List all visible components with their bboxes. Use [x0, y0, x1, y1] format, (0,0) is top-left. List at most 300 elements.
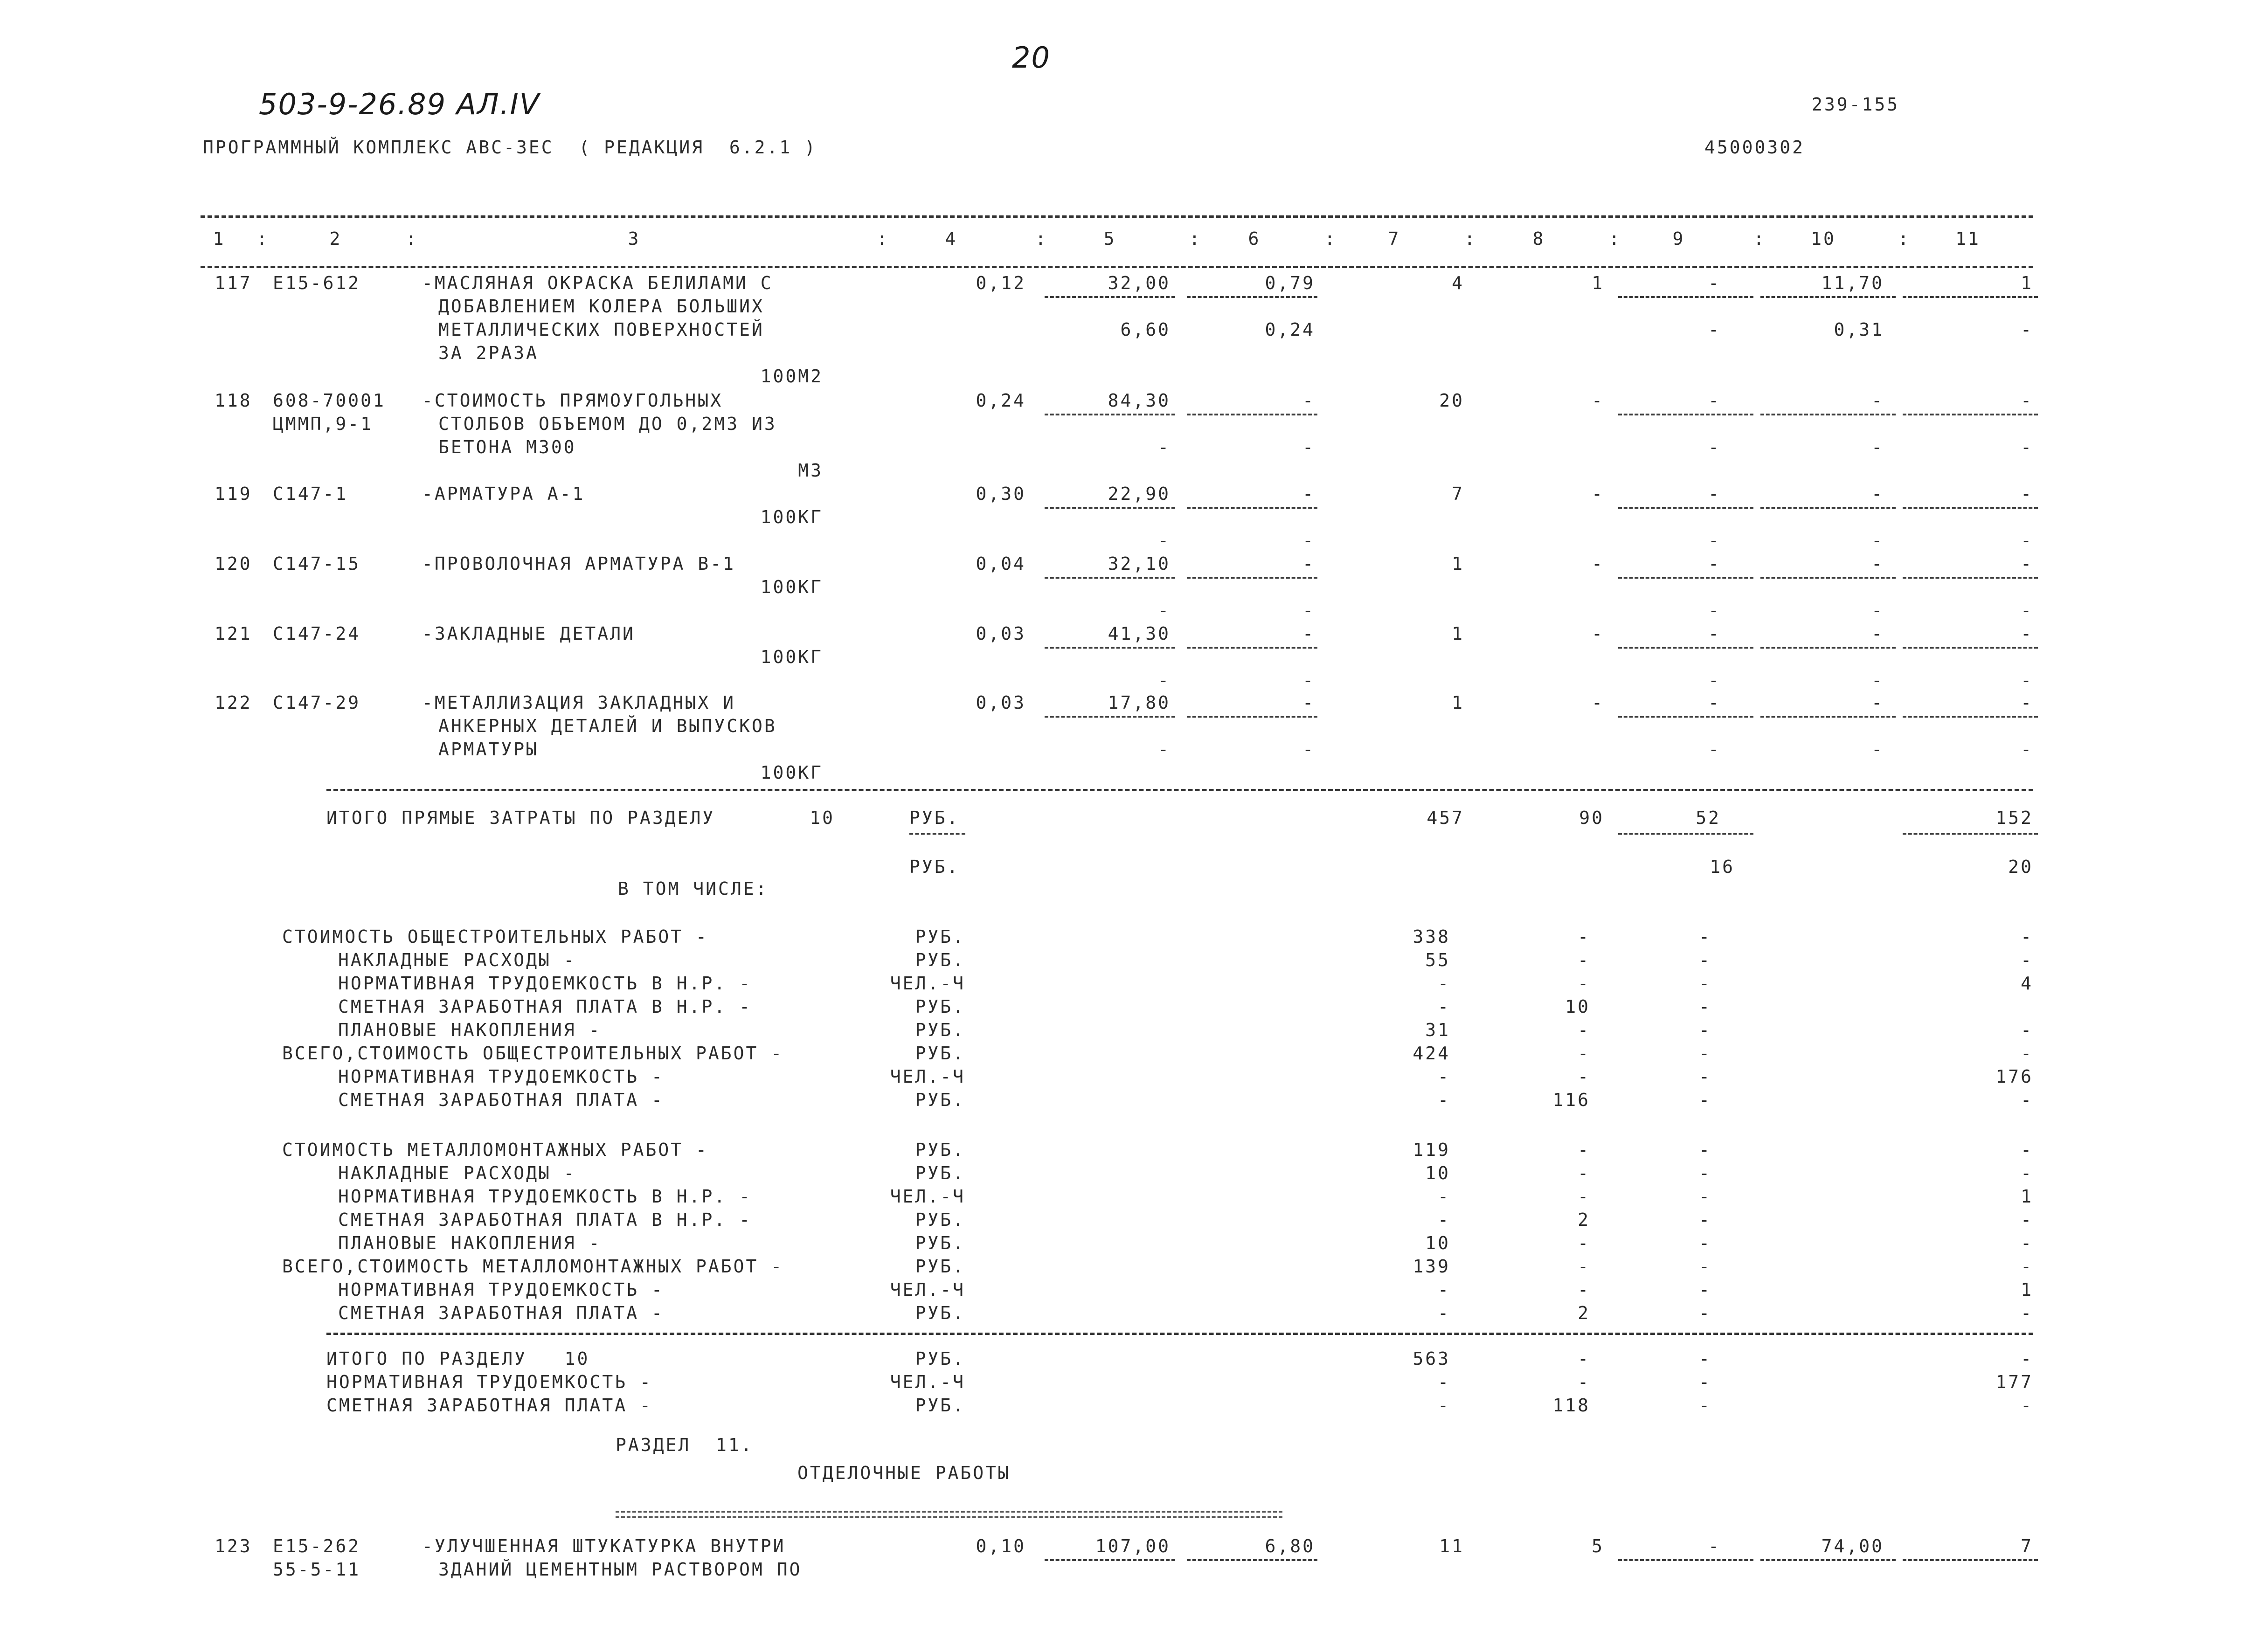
summary-unit: ЧЕЛ.-Ч: [890, 1279, 965, 1300]
rate-code-extra: 55-5-11: [273, 1559, 361, 1580]
summary-c8: -: [1578, 1163, 1590, 1183]
subcell-s5: -: [1158, 739, 1171, 760]
column-separator: :: [406, 228, 418, 249]
column-header-2: 2: [329, 228, 342, 249]
summary-label: ПЛАНОВЫЕ НАКОПЛЕНИЯ -: [338, 1233, 602, 1253]
cell-c5: 22,90: [1108, 484, 1171, 504]
summary-c7: 338: [1413, 926, 1450, 947]
summary-c7: 55: [1425, 950, 1450, 970]
cell-c7: 4: [1452, 273, 1464, 293]
item-description: МЕТАЛЛИЧЕСКИХ ПОВЕРХНОСТЕЙ: [438, 319, 764, 340]
cell-c10: -: [1871, 553, 1884, 574]
section-total-c11: -: [2021, 1395, 2033, 1416]
cell-c6: -: [1302, 390, 1315, 411]
item-description: АРМАТУРЫ: [438, 739, 539, 760]
summary-c9: -: [1699, 1140, 1711, 1160]
summary-c11: -: [2021, 1256, 2033, 1277]
summary-c11: -: [2021, 950, 2033, 970]
summary-c7: -: [1438, 1303, 1450, 1323]
subcell-s10: -: [1871, 670, 1884, 691]
section-total-label: ИТОГО ПО РАЗДЕЛУ 10: [326, 1348, 590, 1369]
column-separator: :: [1035, 228, 1048, 249]
subcell-s10: -: [1871, 530, 1884, 551]
direct-total-s9: 16: [1710, 857, 1735, 877]
cell-c7: 1: [1452, 692, 1464, 713]
subcell-s11: -: [2021, 600, 2033, 621]
summary-c11: 4: [2021, 973, 2033, 994]
cell-c11: -: [2021, 390, 2033, 411]
cell-underline: [1618, 414, 1753, 415]
summary-label: ВСЕГО,СТОИМОСТЬ ОБЩЕСТРОИТЕЛЬНЫХ РАБОТ -: [282, 1043, 784, 1064]
row-number: 122: [215, 692, 252, 713]
summary-unit: РУБ.: [915, 1303, 965, 1323]
summary-unit: РУБ.: [915, 1020, 965, 1040]
summary-c9: -: [1699, 1256, 1711, 1277]
cell-c8: 1: [1592, 273, 1604, 293]
section-total-c9: -: [1699, 1348, 1711, 1369]
summary-c8: 2: [1578, 1303, 1590, 1323]
summary-c8: -: [1578, 1279, 1590, 1300]
section-total-c11: 177: [1995, 1372, 2033, 1392]
item-unit: М3: [798, 460, 823, 481]
section-total-unit: РУБ.: [915, 1348, 965, 1369]
subcell-s9: -: [1708, 319, 1721, 340]
subcell-s10: -: [1871, 739, 1884, 760]
cell-c6: -: [1302, 692, 1315, 713]
summary-label: СМЕТНАЯ ЗАРАБОТНАЯ ПЛАТА -: [338, 1303, 664, 1323]
cell-c6: 0,79: [1265, 273, 1315, 293]
summary-label: ПЛАНОВЫЕ НАКОПЛЕНИЯ -: [338, 1020, 602, 1040]
summary-unit: ЧЕЛ.-Ч: [890, 1186, 965, 1207]
cell-underline: [1045, 647, 1175, 649]
summary-c11: -: [2021, 1210, 2033, 1230]
subcell-s9: -: [1708, 670, 1721, 691]
summary-c9: -: [1699, 1020, 1711, 1040]
summary-c8: -: [1578, 1140, 1590, 1160]
direct-total-unit: РУБ.: [909, 808, 960, 828]
summary-label: СМЕТНАЯ ЗАРАБОТНАЯ ПЛАТА -: [338, 1090, 664, 1110]
cell-underline: [1045, 414, 1175, 415]
item-unit: 100КГ: [760, 507, 823, 527]
summary-unit: ЧЕЛ.-Ч: [890, 1066, 965, 1087]
rate-code: 608-70001: [273, 390, 386, 411]
summary-c9: -: [1699, 926, 1711, 947]
summary-c11: 1: [2021, 1186, 2033, 1207]
cell-c9: -: [1708, 623, 1721, 644]
row-number: 120: [215, 553, 252, 574]
summary-c9: -: [1699, 1090, 1711, 1110]
summary-c11: -: [2021, 1303, 2033, 1323]
summary-c7: 139: [1413, 1256, 1450, 1277]
cell-c10: -: [1871, 692, 1884, 713]
summary-label: НОРМАТИВНАЯ ТРУДОЕМКОСТЬ В Н.Р. -: [338, 973, 752, 994]
subcell-s10: -: [1871, 437, 1884, 457]
cell-underline: [1618, 647, 1753, 649]
summary-unit: РУБ.: [915, 1140, 965, 1160]
summary-c9: -: [1699, 1186, 1711, 1207]
cell-c6: -: [1302, 484, 1315, 504]
summary-c7: 10: [1425, 1163, 1450, 1183]
page-number: 20: [1012, 41, 1051, 75]
cell-c5: 17,80: [1108, 692, 1171, 713]
cell-underline: [1045, 507, 1175, 509]
including-label: В ТОМ ЧИСЛЕ:: [618, 878, 769, 899]
summary-c9: -: [1699, 950, 1711, 970]
summary-label: СТОИМОСТЬ ОБЩЕСТРОИТЕЛЬНЫХ РАБОТ -: [282, 926, 708, 947]
rate-code: С147-1: [273, 484, 348, 504]
totals-rule: [326, 789, 2033, 791]
cell-c10: -: [1871, 623, 1884, 644]
cell-underline: [1187, 507, 1317, 509]
item-description: СТОЛБОВ ОБЪЕМОМ ДО 0,2М3 ИЗ: [438, 414, 777, 434]
cell-c9: -: [1708, 1536, 1721, 1556]
summary-c11: -: [2021, 1140, 2033, 1160]
cell-c11: -: [2021, 623, 2033, 644]
cell-c11: 1: [2021, 273, 2033, 293]
subcell-s11: -: [2021, 319, 2033, 340]
summary-c7: 31: [1425, 1020, 1450, 1040]
cell-c7: 1: [1452, 553, 1464, 574]
column-header-1: 1: [213, 228, 226, 249]
summary-unit: РУБ.: [915, 1210, 965, 1230]
item-description: ЗА 2РАЗА: [438, 343, 539, 363]
item-description: АНКЕРНЫХ ДЕТАЛЕЙ И ВЫПУСКОВ: [438, 716, 777, 736]
summary-unit: РУБ.: [915, 1233, 965, 1253]
cell-c6: 6,80: [1265, 1536, 1315, 1556]
section-total-c8: -: [1578, 1348, 1590, 1369]
section-total-c8: -: [1578, 1372, 1590, 1392]
subcell-s5: -: [1158, 600, 1171, 621]
summary-c9: -: [1699, 973, 1711, 994]
header-rule-top: [201, 215, 2033, 218]
cell-underline: [1618, 1559, 1753, 1561]
cell-underline: [1903, 647, 2038, 649]
cell-underline: [1903, 1559, 2038, 1561]
subcell-s6: -: [1302, 530, 1315, 551]
cell-c8: -: [1592, 484, 1604, 504]
summary-unit: РУБ.: [915, 1163, 965, 1183]
subcell-s5: -: [1158, 670, 1171, 691]
rate-code: Е15-612: [273, 273, 361, 293]
row-number: 119: [215, 484, 252, 504]
cell-underline: [1903, 577, 2038, 579]
cell-c7: 11: [1439, 1536, 1464, 1556]
cell-qty: 0,24: [976, 390, 1026, 411]
cell-c7: 20: [1439, 390, 1464, 411]
row-number: 117: [215, 273, 252, 293]
cell-underline: [1903, 833, 2038, 835]
summary-c8: -: [1578, 1233, 1590, 1253]
cell-c11: -: [2021, 484, 2033, 504]
section-total-unit: РУБ.: [915, 1395, 965, 1416]
rate-code: С147-24: [273, 623, 361, 644]
column-header-11: 11: [1955, 228, 1981, 249]
cell-c10: -: [1871, 390, 1884, 411]
cell-underline: [1618, 507, 1753, 509]
cell-c8: -: [1592, 623, 1604, 644]
cell-qty: 0,12: [976, 273, 1026, 293]
column-header-5: 5: [1103, 228, 1116, 249]
direct-total-c9: 52: [1696, 808, 1721, 828]
rate-code: С147-29: [273, 692, 361, 713]
document-id: 45000302: [1704, 137, 1805, 158]
item-description: -СТОИМОСТЬ ПРЯМОУГОЛЬНЫХ: [422, 390, 723, 411]
cell-c11: -: [2021, 553, 2033, 574]
section-total-unit: ЧЕЛ.-Ч: [890, 1372, 965, 1392]
subcell-s6: -: [1302, 739, 1315, 760]
section-total-label: НОРМАТИВНАЯ ТРУДОЕМКОСТЬ -: [326, 1372, 652, 1392]
cell-underline: [1045, 296, 1175, 298]
cell-underline: [1760, 296, 1896, 298]
section-total-c7: -: [1438, 1395, 1450, 1416]
cell-c10: 11,70: [1821, 273, 1884, 293]
column-header-8: 8: [1532, 228, 1545, 249]
cell-underline: [1760, 1559, 1896, 1561]
summary-c8: -: [1578, 973, 1590, 994]
rate-code: С147-15: [273, 553, 361, 574]
summary-label: СТОИМОСТЬ МЕТАЛЛОМОНТАЖНЫХ РАБОТ -: [282, 1140, 708, 1160]
cell-underline: [1045, 577, 1175, 579]
cell-c5: 41,30: [1108, 623, 1171, 644]
column-separator: :: [256, 228, 269, 249]
row-number: 123: [215, 1536, 252, 1556]
summary-c8: -: [1578, 1043, 1590, 1064]
cell-qty: 0,03: [976, 623, 1026, 644]
cell-c5: 84,30: [1108, 390, 1171, 411]
column-separator: :: [1324, 228, 1337, 249]
section-11-title: ОТДЕЛОЧНЫЕ РАБОТЫ: [797, 1463, 1011, 1483]
subcell-s9: -: [1708, 739, 1721, 760]
item-description: -МАСЛЯНАЯ ОКРАСКА БЕЛИЛАМИ С: [422, 273, 773, 293]
cell-underline: [1760, 414, 1896, 415]
cell-c10: 74,00: [1821, 1536, 1884, 1556]
summary-c8: 10: [1565, 996, 1590, 1017]
direct-total-section: 10: [810, 808, 835, 828]
cell-qty: 0,03: [976, 692, 1026, 713]
item-description: -АРМАТУРА А-1: [422, 484, 585, 504]
column-separator: :: [1464, 228, 1477, 249]
cell-c5: 107,00: [1095, 1536, 1171, 1556]
cell-c5: 32,10: [1108, 553, 1171, 574]
subcell-s6: -: [1302, 670, 1315, 691]
column-separator: :: [877, 228, 889, 249]
summary-c7: -: [1438, 1210, 1450, 1230]
item-description: ЗДАНИЙ ЦЕМЕНТНЫМ РАСТВОРОМ ПО: [438, 1559, 802, 1580]
column-header-3: 3: [628, 228, 641, 249]
summary-unit: РУБ.: [915, 926, 965, 947]
cell-c7: 7: [1452, 484, 1464, 504]
summary-label: СМЕТНАЯ ЗАРАБОТНАЯ ПЛАТА В Н.Р. -: [338, 996, 752, 1017]
subcell-s6: -: [1302, 600, 1315, 621]
summary-c8: 116: [1552, 1090, 1590, 1110]
summary-c11: -: [2021, 1163, 2033, 1183]
subcell-s11: -: [2021, 437, 2033, 457]
subcell-s11: -: [2021, 530, 2033, 551]
summary-c11: 176: [1995, 1066, 2033, 1087]
direct-total-unit-2: РУБ.: [909, 857, 960, 877]
subcell-s10: 0,31: [1834, 319, 1884, 340]
cell-underline: [1618, 716, 1753, 718]
cell-c9: -: [1708, 273, 1721, 293]
cell-c5: 32,00: [1108, 273, 1171, 293]
summary-label: НАКЛАДНЫЕ РАСХОДЫ -: [338, 1163, 576, 1183]
cell-underline: [1187, 716, 1317, 718]
section-total-label: СМЕТНАЯ ЗАРАБОТНАЯ ПЛАТА -: [326, 1395, 652, 1416]
sheet-reference: 239-155: [1812, 94, 1900, 115]
cell-underline: [1045, 1559, 1175, 1561]
summary-c9: -: [1699, 1279, 1711, 1300]
summary-c8: -: [1578, 950, 1590, 970]
cell-underline: [1760, 716, 1896, 718]
cell-underline: [1903, 716, 2038, 718]
cell-underline: [1187, 647, 1317, 649]
summary-c11: 1: [2021, 1279, 2033, 1300]
summary-c11: -: [2021, 1020, 2033, 1040]
item-description: БЕТОНА М300: [438, 437, 576, 457]
row-number: 121: [215, 623, 252, 644]
summary-c7: -: [1438, 1090, 1450, 1110]
summary-c9: -: [1699, 1233, 1711, 1253]
cell-c9: -: [1708, 692, 1721, 713]
cell-underline: [1618, 296, 1753, 298]
cell-qty: 0,30: [976, 484, 1026, 504]
cell-underline: [1187, 577, 1317, 579]
cell-underline: [1187, 1559, 1317, 1561]
section-total-c9: -: [1699, 1372, 1711, 1392]
unit-underline: [909, 833, 965, 835]
cell-underline: [1760, 507, 1896, 509]
subcell-s9: -: [1708, 530, 1721, 551]
summary-c8: 2: [1578, 1210, 1590, 1230]
cell-underline: [1187, 414, 1317, 415]
summary-c11: -: [2021, 1043, 2033, 1064]
summary-unit: РУБ.: [915, 1256, 965, 1277]
column-header-9: 9: [1672, 228, 1685, 249]
item-description: -ПРОВОЛОЧНАЯ АРМАТУРА В-1: [422, 553, 735, 574]
section-total-c8: 118: [1552, 1395, 1590, 1416]
cell-underline: [1903, 414, 2038, 415]
summary-unit: РУБ.: [915, 996, 965, 1017]
summary-label: НОРМАТИВНАЯ ТРУДОЕМКОСТЬ В Н.Р. -: [338, 1186, 752, 1207]
section-total-c11: -: [2021, 1348, 2033, 1369]
summary-c8: -: [1578, 1066, 1590, 1087]
cell-c8: -: [1592, 692, 1604, 713]
cell-underline: [1903, 296, 2038, 298]
summary-label: НОРМАТИВНАЯ ТРУДОЕМКОСТЬ -: [338, 1066, 664, 1087]
subcell-s10: -: [1871, 600, 1884, 621]
direct-total-c11: 152: [1995, 808, 2033, 828]
cell-c11: 7: [2021, 1536, 2033, 1556]
item-unit: 100КГ: [760, 762, 823, 783]
cell-qty: 0,10: [976, 1536, 1026, 1556]
cell-c9: -: [1708, 484, 1721, 504]
rate-code-extra: ЦММП,9-1: [273, 414, 374, 434]
summary-c7: -: [1438, 973, 1450, 994]
summary-c7: 119: [1413, 1140, 1450, 1160]
row-number: 118: [215, 390, 252, 411]
rate-code: Е15-262: [273, 1536, 361, 1556]
column-header-7: 7: [1388, 228, 1401, 249]
cell-c10: -: [1871, 484, 1884, 504]
summary-label: НОРМАТИВНАЯ ТРУДОЕМКОСТЬ -: [338, 1279, 664, 1300]
cell-c8: -: [1592, 553, 1604, 574]
direct-total-c8: 90: [1579, 808, 1604, 828]
summary-label: ВСЕГО,СТОИМОСТЬ МЕТАЛЛОМОНТАЖНЫХ РАБОТ -: [282, 1256, 784, 1277]
direct-total-c7: 457: [1427, 808, 1464, 828]
cell-underline: [1903, 507, 2038, 509]
direct-total-s11: 20: [2008, 857, 2033, 877]
section-total-rule: [326, 1333, 2033, 1335]
cell-qty: 0,04: [976, 553, 1026, 574]
subcell-s9: -: [1708, 600, 1721, 621]
section-total-c9: -: [1699, 1395, 1711, 1416]
cell-underline: [1618, 833, 1753, 835]
item-description: -ЗАКЛАДНЫЕ ДЕТАЛИ: [422, 623, 635, 644]
summary-unit: РУБ.: [915, 1090, 965, 1110]
cell-c6: -: [1302, 623, 1315, 644]
summary-c8: -: [1578, 1186, 1590, 1207]
section-title-double-rule: [616, 1511, 1282, 1513]
cell-c9: -: [1708, 553, 1721, 574]
cell-c8: -: [1592, 390, 1604, 411]
summary-c11: -: [2021, 1233, 2033, 1253]
summary-unit: РУБ.: [915, 950, 965, 970]
subcell-s5: -: [1158, 530, 1171, 551]
subcell-s6: -: [1302, 437, 1315, 457]
summary-c7: -: [1438, 996, 1450, 1017]
cell-underline: [1618, 577, 1753, 579]
column-header-4: 4: [945, 228, 958, 249]
item-description: ДОБАВЛЕНИЕМ КОЛЕРА БОЛЬШИХ: [438, 296, 764, 317]
document-code: 503-9-26.89 АЛ.IV: [259, 87, 540, 121]
cell-c6: -: [1302, 553, 1315, 574]
cell-underline: [1045, 716, 1175, 718]
header-rule-bottom: [201, 266, 2033, 268]
summary-c7: -: [1438, 1279, 1450, 1300]
summary-c7: -: [1438, 1066, 1450, 1087]
item-unit: 100КГ: [760, 647, 823, 667]
section-11-label: РАЗДЕЛ 11.: [616, 1435, 754, 1455]
cell-c7: 1: [1452, 623, 1464, 644]
section-total-c7: 563: [1413, 1348, 1450, 1369]
summary-c7: 10: [1425, 1233, 1450, 1253]
column-header-10: 10: [1811, 228, 1836, 249]
subcell-s11: -: [2021, 670, 2033, 691]
summary-c9: -: [1699, 1066, 1711, 1087]
cell-c9: -: [1708, 390, 1721, 411]
summary-c7: 424: [1413, 1043, 1450, 1064]
cell-c8: 5: [1592, 1536, 1604, 1556]
summary-unit: ЧЕЛ.-Ч: [890, 973, 965, 994]
program-line: ПРОГРАММНЫЙ КОМПЛЕКС АВС-3ЕС ( РЕДАКЦИЯ 6.2.1 ): [203, 137, 817, 158]
summary-unit: РУБ.: [915, 1043, 965, 1064]
item-unit: 100М2: [760, 366, 823, 387]
summary-c9: -: [1699, 996, 1711, 1017]
summary-c7: -: [1438, 1186, 1450, 1207]
summary-c11: -: [2021, 1090, 2033, 1110]
column-separator: :: [1189, 228, 1202, 249]
cell-c11: -: [2021, 692, 2033, 713]
cell-underline: [1760, 577, 1896, 579]
summary-c8: -: [1578, 926, 1590, 947]
summary-c9: -: [1699, 1043, 1711, 1064]
column-separator: :: [1609, 228, 1621, 249]
summary-c11: -: [2021, 926, 2033, 947]
summary-c9: -: [1699, 1210, 1711, 1230]
subcell-s5: -: [1158, 437, 1171, 457]
subcell-s6: 0,24: [1265, 319, 1315, 340]
column-separator: :: [1898, 228, 1911, 249]
